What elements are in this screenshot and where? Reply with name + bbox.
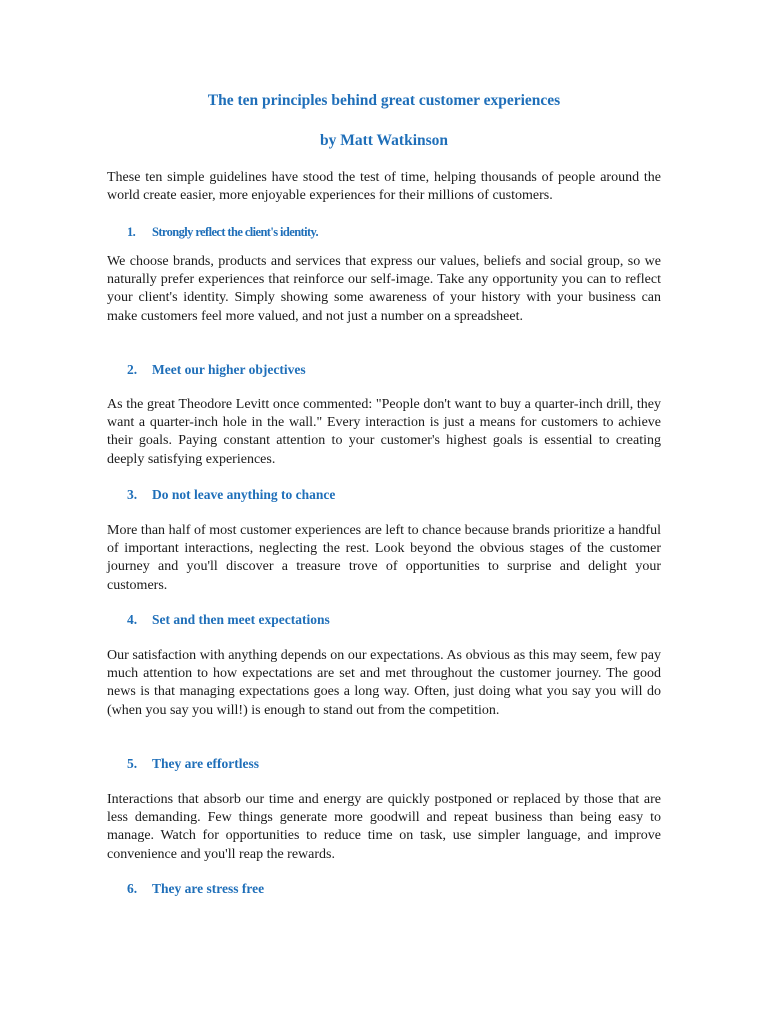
principle-heading-6 [127, 880, 264, 898]
principle-number: 1. [127, 225, 136, 239]
principle-heading-4 [127, 611, 330, 629]
principle-body-2: As the great Theodore Levitt once commented: "People don't want to buy a quarter-inch drill, they want a quarter-inch hole in the wall." Every interaction is just a means for customers to achieve their goals. Paying constant attention to your customer's highest goals is essential to creating deeply satisfying experiences. [107, 397, 661, 467]
document-title: The ten principles behind great customer experiences [207, 92, 561, 109]
principle-heading-3 [127, 486, 335, 504]
principle-heading-5 [127, 755, 259, 773]
principle-body-4: Our satisfaction with anything depends on our expectations. As obvious as this may seem, few pay much attention to how expectations are set and met throughout the customer journey. The good news is that managing expectations goes a long way. Often, just doing what you say you will do (when you say you will!) is enough to stand out from the competition. [107, 648, 661, 718]
principle-body-5: Interactions that absorb our time and energy are quickly postponed or replaced by those that are less demanding. Few things generate more goodwill and repeat business than being easy to manage. Watch for opportunities to reduce time on task, use simpler language, and improve convenience and you'll reap the rewards. [107, 792, 661, 862]
principle-title: Strongly reflect the client's identity. [152, 225, 319, 239]
principle-number: 2. [127, 362, 138, 377]
principle-title: Set and then meet expectations [152, 612, 330, 627]
principle-body-3: More than half of most customer experiences are left to chance because brands prioritize a handful of important interactions, neglecting the rest. Look beyond the obvious stages of the customer journey and you'll discover a treasure trove of opportunities to surprise and delight your customers. [107, 523, 661, 593]
principle-title: Meet our higher objectives [152, 362, 306, 377]
principle-heading-2 [127, 361, 306, 379]
principle-title: They are effortless [152, 756, 259, 771]
principle-title: Do not leave anything to chance [152, 487, 336, 502]
principle-number: 6. [127, 881, 138, 896]
principle-number: 5. [127, 756, 138, 771]
intro-paragraph: These ten simple guidelines have stood the test of time, helping thousands of people around the world create easier, more enjoyable experiences for their millions of customers. [107, 170, 661, 204]
principle-title: They are stress free [152, 881, 265, 896]
principle-body-1: We choose brands, products and services that express our values, beliefs and social group, so we naturally prefer experiences that reinforce our self-image. Take any opportunity you can to reflect your client's identity. Simply showing some awareness of your history with your business can make customers feel more valued, and not just a number on a spreadsheet. [107, 254, 661, 324]
document-byline: by Matt Watkinson [319, 132, 449, 149]
principle-number: 4. [127, 612, 138, 627]
principle-heading-1 [127, 223, 318, 241]
principle-number: 3. [127, 487, 138, 502]
